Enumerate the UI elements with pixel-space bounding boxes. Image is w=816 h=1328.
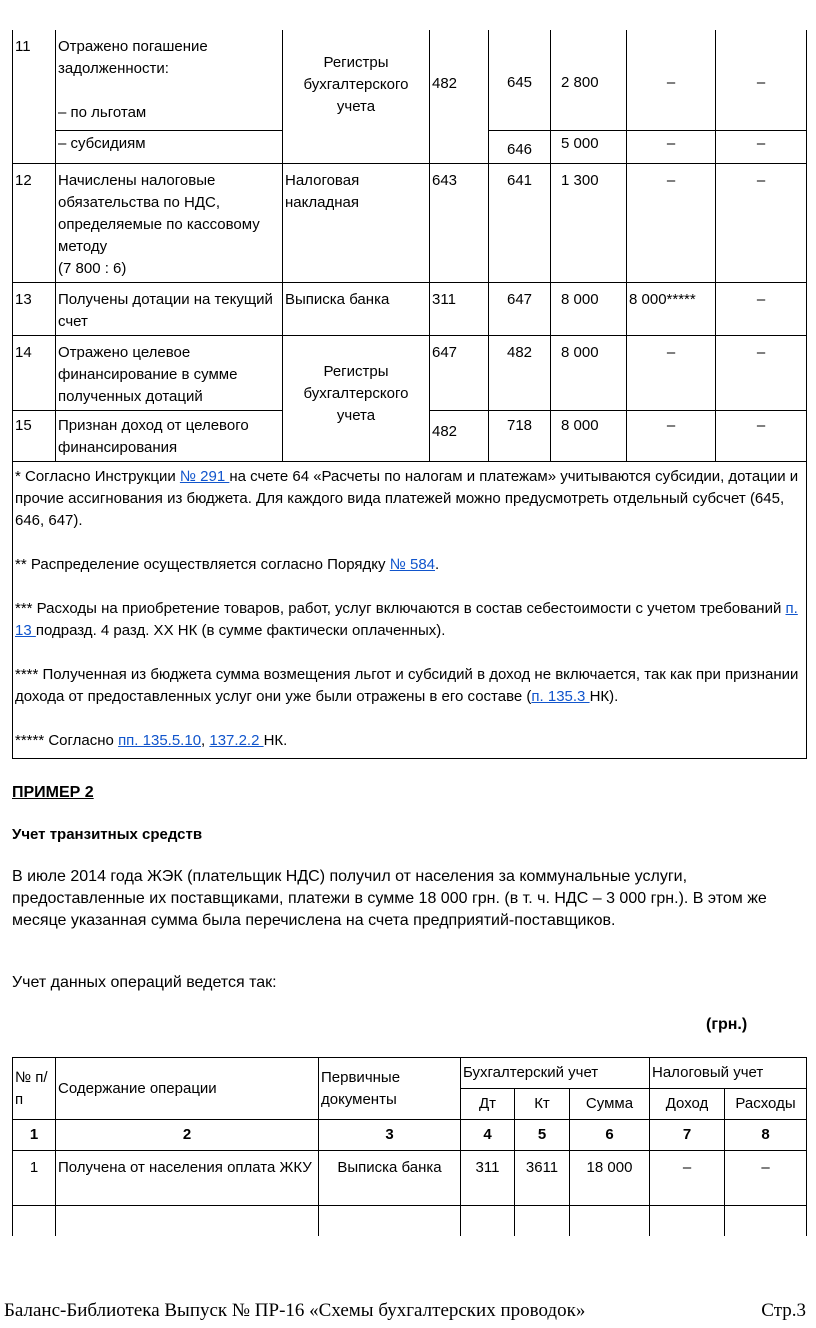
tax-income: – bbox=[627, 131, 716, 164]
page-footer bbox=[4, 1300, 806, 1322]
amount: 8 000 bbox=[551, 336, 627, 411]
page-number: Стр.3 bbox=[761, 1300, 806, 1321]
row-number: 13 bbox=[13, 283, 56, 336]
table-row bbox=[13, 164, 807, 283]
operation-content: Отражено целевое финансирование в сумме полученных дотаций bbox=[56, 336, 283, 411]
column-number: 6 bbox=[570, 1120, 650, 1151]
link-pp135-5-10[interactable]: пп. 135.5.10 bbox=[118, 732, 202, 749]
col-header-docs: Первичные документы bbox=[319, 1058, 461, 1120]
table-header-row bbox=[13, 1058, 807, 1089]
table-row bbox=[13, 1151, 807, 1206]
table-row bbox=[13, 283, 807, 336]
amount: 8 000 bbox=[551, 411, 627, 462]
operation-content: Получены дотации на текущий счет bbox=[56, 283, 283, 336]
col-header-accounting: Бухгалтерский учет bbox=[461, 1058, 650, 1089]
footnote-4: **** Полученная из бюджета сумма возмещения льгот и субсидий в доход не включается, так как при признании дохода от предоставленных услуг они уже были отражены в его составе (п. 135.3 НК). bbox=[15, 666, 799, 705]
col-header-number: № п/п bbox=[13, 1058, 56, 1120]
table-row bbox=[13, 336, 807, 411]
col-header-tax: Налоговый учет bbox=[650, 1058, 807, 1089]
credit-account: 646 bbox=[489, 131, 551, 164]
col-header-debit: Дт bbox=[461, 1089, 515, 1120]
link-order-584[interactable]: № 584 bbox=[389, 556, 436, 573]
col-header-expense: Расходы bbox=[725, 1089, 807, 1120]
tax-income: – bbox=[650, 1151, 725, 1206]
transit-funds-table bbox=[12, 1057, 807, 1236]
tax-expense: – bbox=[716, 164, 807, 283]
row-number: 12 bbox=[13, 164, 56, 283]
table-row bbox=[13, 30, 807, 131]
debit-account: 311 bbox=[461, 1151, 515, 1206]
column-number: 3 bbox=[319, 1120, 461, 1151]
debit-account: 643 bbox=[430, 164, 489, 283]
col-header-content: Содержание операции bbox=[56, 1058, 319, 1120]
column-number: 4 bbox=[461, 1120, 515, 1151]
col-header-income: Доход bbox=[650, 1089, 725, 1120]
link-p13[interactable]: п. 13 bbox=[15, 600, 798, 639]
amount: 1 300 bbox=[551, 164, 627, 283]
link-137-2-2[interactable]: 137.2.2 bbox=[209, 732, 264, 749]
primary-document: Выписка банка bbox=[319, 1151, 461, 1206]
operation-content: Получена от населения оплата ЖКУ bbox=[56, 1151, 319, 1206]
operation-content: – субсидиям bbox=[56, 131, 283, 164]
col-header-credit: Кт bbox=[515, 1089, 570, 1120]
column-number: 8 bbox=[725, 1120, 807, 1151]
credit-account: 482 bbox=[489, 336, 551, 411]
row-number: 15 bbox=[13, 411, 56, 462]
primary-document: Регистры бухгалтерского учета bbox=[283, 30, 430, 164]
column-number: 2 bbox=[56, 1120, 319, 1151]
row-number: 11 bbox=[13, 30, 56, 164]
primary-document: Налоговая накладная bbox=[283, 164, 430, 283]
link-p135-3[interactable]: п. 135.3 bbox=[531, 688, 590, 705]
column-number: 1 bbox=[13, 1120, 56, 1151]
row-number: 1 bbox=[13, 1151, 56, 1206]
debit-account: 482 bbox=[430, 411, 489, 462]
footnotes bbox=[13, 462, 807, 759]
tax-expense: – bbox=[716, 30, 807, 131]
tax-income: – bbox=[627, 336, 716, 411]
table-row bbox=[13, 1206, 807, 1237]
primary-document: Выписка банка bbox=[283, 283, 430, 336]
example-subheading: Учет транзитных средств bbox=[12, 826, 203, 843]
tax-income: – bbox=[627, 164, 716, 283]
credit-account: 718 bbox=[489, 411, 551, 462]
tax-expense: – bbox=[716, 283, 807, 336]
unit-label: (грн.) bbox=[706, 1016, 748, 1033]
operation-content: Отражено погашение задолженности: – по льготам bbox=[56, 30, 283, 131]
example-paragraph: В июле 2014 года ЖЭК (плательщик НДС) получил от населения за коммунальные услуги, предоставленные их поставщиками, платежи в сумме 18 000 грн. (в т. ч. НДС – 3 000 грн.). В этом же месяце указанная сумма была перечислена на счета предприятий-поставщиков. bbox=[12, 868, 767, 929]
tax-income: – bbox=[627, 30, 716, 131]
example-heading: ПРИМЕР 2 bbox=[12, 784, 94, 801]
footnote-3: *** Расходы на приобретение товаров, работ, услуг включаются в состав себестоимости с учетом требований п. 13 подразд. 4 разд. XX НК (в сумме фактически оплаченных). bbox=[15, 600, 798, 639]
operations-table-continued bbox=[12, 30, 807, 759]
tax-expense: – bbox=[716, 131, 807, 164]
amount: 5 000 bbox=[551, 131, 627, 164]
col-header-amount: Сумма bbox=[570, 1089, 650, 1120]
example-intro: Учет данных операций ведется так: bbox=[12, 974, 277, 991]
tax-income: 8 000***** bbox=[627, 283, 716, 336]
debit-account: 647 bbox=[430, 336, 489, 411]
debit-account: 482 bbox=[430, 30, 489, 164]
tax-income: – bbox=[627, 411, 716, 462]
credit-account: 3611 bbox=[515, 1151, 570, 1206]
link-instruction-291[interactable]: № 291 bbox=[179, 468, 230, 485]
credit-account: 641 bbox=[489, 164, 551, 283]
footnote-5: ***** Согласно пп. 135.5.10, 137.2.2 НК. bbox=[15, 732, 288, 749]
credit-account: 647 bbox=[489, 283, 551, 336]
row-number: 14 bbox=[13, 336, 56, 411]
tax-expense: – bbox=[725, 1151, 807, 1206]
primary-document: Регистры бухгалтерского учета bbox=[283, 336, 430, 462]
tax-expense: – bbox=[716, 411, 807, 462]
debit-account: 311 bbox=[430, 283, 489, 336]
tax-expense: – bbox=[716, 336, 807, 411]
footnotes-row bbox=[13, 462, 807, 759]
footnote-2: ** Распределение осуществляется согласно Порядку № 584. bbox=[15, 556, 440, 573]
footer-publication: Баланс-Библиотека Выпуск № ПР-16 «Схемы бухгалтерских проводок» bbox=[4, 1300, 586, 1321]
credit-account: 645 bbox=[489, 30, 551, 131]
column-numbers-row bbox=[13, 1120, 807, 1151]
amount: 8 000 bbox=[551, 283, 627, 336]
column-number: 5 bbox=[515, 1120, 570, 1151]
column-number: 7 bbox=[650, 1120, 725, 1151]
amount: 18 000 bbox=[570, 1151, 650, 1206]
operation-content: Начислены налоговые обязательства по НДС, определяемые по кассовому методу (7 800 : 6) bbox=[56, 164, 283, 283]
amount: 2 800 bbox=[551, 30, 627, 131]
operation-content: Признан доход от целевого финансирования bbox=[56, 411, 283, 462]
footnote-1: * Согласно Инструкции № 291 на счете 64 «Расчеты по налогам и платежам» учитываются субсидии, дотации и прочие ассигнования из бюджета. Для каждого вида платежей можно предусмотреть отдельный субсчет (645, 646, 647). bbox=[15, 468, 799, 529]
